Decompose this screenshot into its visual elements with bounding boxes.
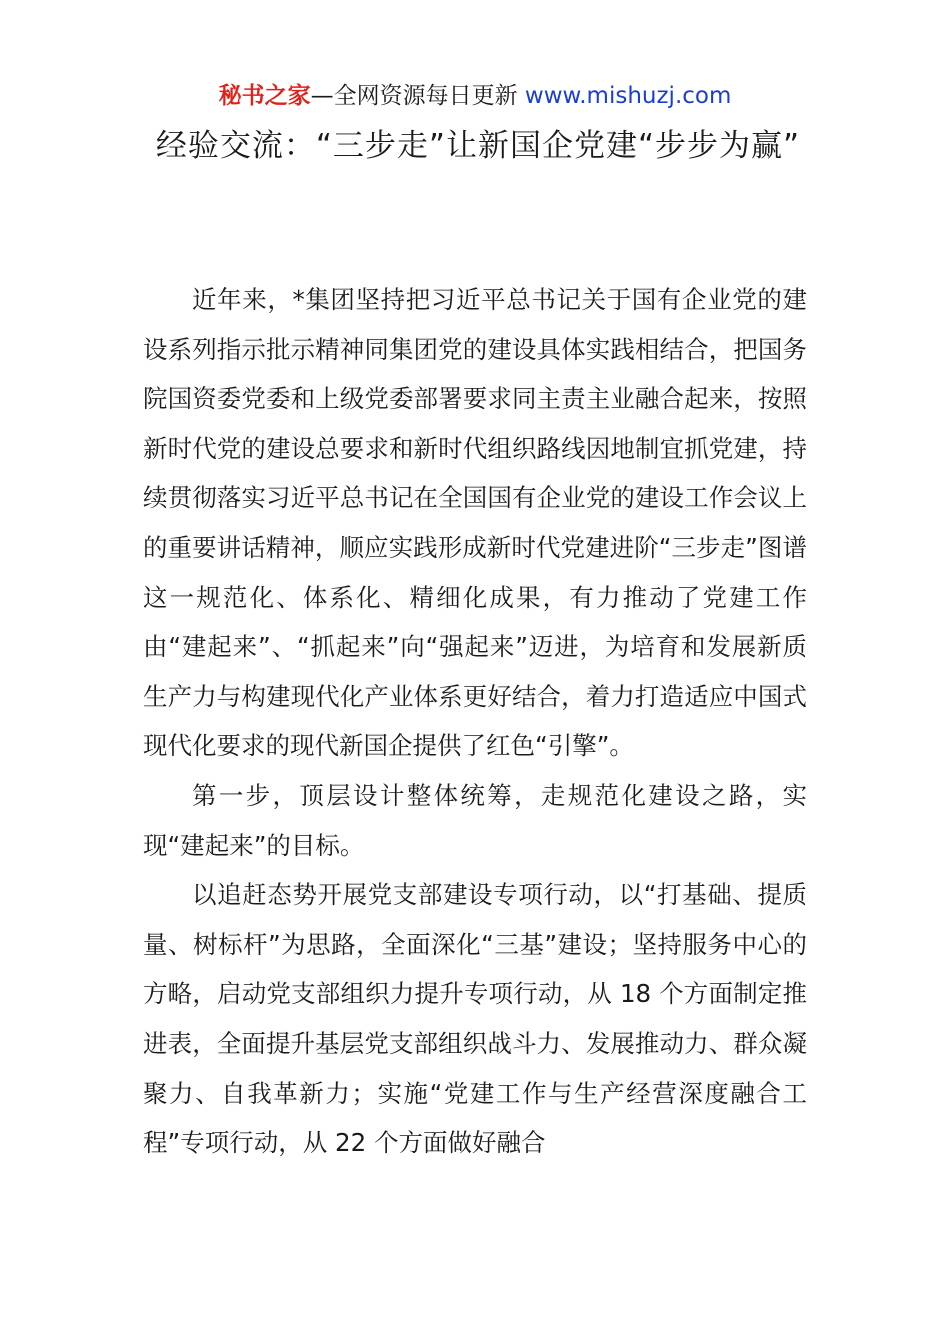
paragraph-intro: 近年来，*集团坚持把习近平总书记关于国有企业党的建设系列指示批示精神同集团党的建设具体实践相结合，把国务院国资委党委和上级党委部署要求同主责主业融合起来，按照新时代党的建设总要求和新时代组织路线因地制宜抓党建，持续贯彻落实习近平总书记在全国国有企业党的建设工作会议上的重要讲话精神，顺应实践形成新时代党建进阶“三步走”图谱这一规范化、体系化、精细化成果，有力推动了党建工作由“建起来”、“抓起来”向“强起来”迈进，为培育和发展新质生产力与构建现代化产业体系更好结合，着力打造适应中国式现代化要求的现代新国企提供了红色“引擎”。 [143, 285, 807, 761]
site-tagline: —全网资源每日更新 [310, 83, 525, 109]
document-body [143, 275, 807, 1168]
paragraph-step-one: 第一步，顶层设计整体统筹，走规范化建设之路，实现“建起来”的目标。 [143, 780, 807, 860]
document-title: 经验交流：“三步走”让新国企党建“步步为赢” [155, 128, 801, 164]
site-url-link[interactable]: www.mishuzj.com [524, 83, 732, 109]
paragraph-step-one-detail: 以追赶态势开展党支部建设专项行动，以“打基础、提质量、树标杆”为思路，全面深化“三基”建设；坚持服务中心的方略，启动党支部组织力提升专项行动，从 18 个方面制定推进表，全面提升基层党支部组织战斗力、发展推动力、群众凝聚力、自我革新力；实施“党建工作与生产经营深度融合工程”专项行动，从 22 个方面做好融合 [143, 880, 807, 1158]
site-brand: 秘书之家 [218, 83, 311, 109]
site-header [0, 80, 950, 112]
